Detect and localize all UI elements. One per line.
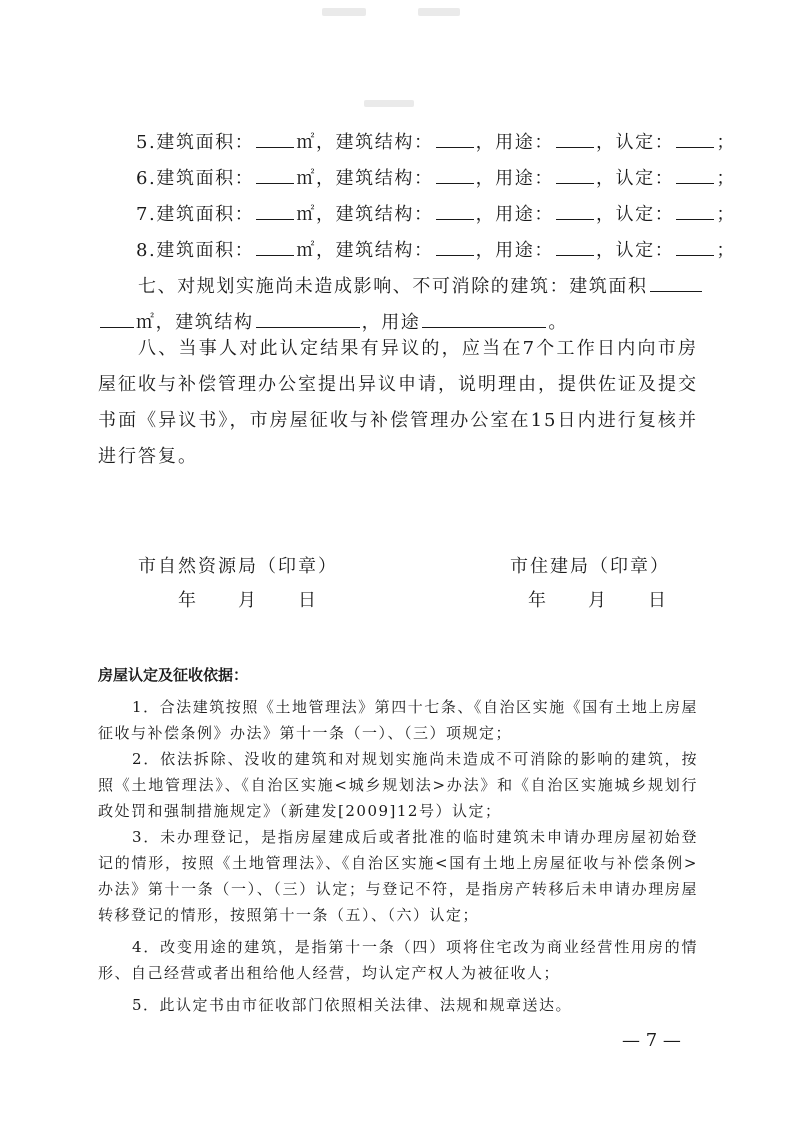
structure-label: 建筑结构： <box>335 168 434 189</box>
use-blank <box>556 238 594 256</box>
confirm-blank <box>676 238 714 256</box>
area-label: 建筑面积： <box>156 168 255 189</box>
section-seven-line-1 <box>138 274 704 298</box>
area-blank <box>256 130 294 148</box>
right-seal-date: 年 月 日 <box>528 590 668 611</box>
line-end: ； <box>716 240 736 261</box>
item-line-6 <box>136 166 736 190</box>
unit-label: ㎡， <box>296 168 336 189</box>
structure-label: 建筑结构： <box>335 132 434 153</box>
area-label: 建筑面积： <box>156 204 255 225</box>
area-blank <box>256 202 294 220</box>
area-blank-continued <box>100 310 134 328</box>
item-number: 7. <box>136 204 157 225</box>
line-end: 。 <box>548 312 569 333</box>
use-label: ，用途： <box>475 204 554 225</box>
item-number: 5. <box>136 132 157 153</box>
item-number: 6. <box>136 168 157 189</box>
unit-label: ㎡， <box>296 240 336 261</box>
confirm-blank <box>676 166 714 184</box>
use-label: ，用途： <box>475 132 554 153</box>
confirm-label: ，认定： <box>595 132 675 153</box>
section-seven-text: 七、对规划实施尚未造成影响、不可消除的建筑：建筑面积 <box>138 276 648 297</box>
structure-blank <box>436 202 474 220</box>
page-number: — 7 — <box>622 1030 681 1051</box>
use-blank <box>422 310 546 328</box>
right-seal-org: 市住建局（印章） <box>510 556 670 577</box>
line-end: ； <box>716 204 736 225</box>
confirm-blank <box>676 202 714 220</box>
basis-paragraph-5: 5．此认定书由市征收部门依照相关法律、法规和规章送达。 <box>132 996 573 1014</box>
basis-title: 房屋认定及征收依据： <box>98 666 249 684</box>
unit-label: ㎡， <box>296 204 336 225</box>
item-line-8 <box>136 238 736 262</box>
basis-paragraph-1: 1．合法建筑按照《土地管理法》第四十七条、《自治区实施《国有土地上房屋征收与补偿条例》办法》第十一条（一）、（三）项规定； <box>98 698 698 742</box>
confirm-blank <box>676 130 714 148</box>
use-blank <box>556 130 594 148</box>
use-blank <box>556 166 594 184</box>
item-line-7 <box>136 202 736 226</box>
left-seal-org: 市自然资源局（印章） <box>138 556 338 577</box>
structure-blank <box>436 166 474 184</box>
structure-blank <box>256 310 360 328</box>
scan-smudge <box>364 100 414 107</box>
line-end: ； <box>716 168 736 189</box>
item-number: 8. <box>136 240 157 261</box>
structure-label: 建筑结构： <box>335 240 434 261</box>
item-line-5 <box>136 130 736 154</box>
confirm-label: ，认定： <box>595 168 675 189</box>
use-label: ，用途： <box>475 168 554 189</box>
area-label: 建筑面积： <box>156 240 255 261</box>
confirm-label: ，认定： <box>595 204 675 225</box>
structure-label: 建筑结构： <box>335 204 434 225</box>
area-blank <box>256 238 294 256</box>
scan-smudge <box>418 8 460 16</box>
section-eight-paragraph: 八、当事人对此认定结果有异议的，应当在7个工作日内向市房屋征收与补偿管理办公室提出异议申请，说明理由，提供佐证及提交书面《异议书》，市房屋征收与补偿管理办公室在15日内进行复核并进行答复。 <box>98 338 698 467</box>
left-seal-date: 年 月 日 <box>178 590 318 611</box>
basis-paragraph-4: 4．改变用途的建筑，是指第十一条（四）项将住宅改为商业经营性用房的情形、自己经营或者出租给他人经营，均认定产权人为被征收人； <box>98 938 698 982</box>
confirm-label: ，认定： <box>595 240 675 261</box>
structure-blank <box>436 238 474 256</box>
structure-blank <box>436 130 474 148</box>
basis-paragraph-2: 2．依法拆除、没收的建筑和对规划实施尚未造成不可消除的影响的建筑，按照《土地管理法》、《自治区实施<城乡规划法>办法》和《自治区实施城乡规划行政处罚和强制措施规定》（新建发[2009]12号）认定； <box>98 750 698 820</box>
use-label: ，用途： <box>475 240 554 261</box>
use-label: ，用途 <box>361 312 421 333</box>
area-blank <box>650 274 702 292</box>
scan-smudge <box>322 8 366 16</box>
line-end: ； <box>716 132 736 153</box>
structure-label: ㎡，建筑结构 <box>136 312 254 333</box>
area-blank <box>256 166 294 184</box>
use-blank <box>556 202 594 220</box>
basis-paragraph-3: 3．未办理登记，是指房屋建成后或者批准的临时建筑未申请办理房屋初始登记的情形，按照《土地管理法》、《自治区实施<国有土地上房屋征收与补偿条例>办法》第十一条（一）、（三）认定；与登记不符，是指房产转移后未申请办理房屋转移登记的情形，按照第十一条（五）、（六）认定； <box>98 828 698 924</box>
area-label: 建筑面积： <box>156 132 255 153</box>
unit-label: ㎡， <box>296 132 336 153</box>
